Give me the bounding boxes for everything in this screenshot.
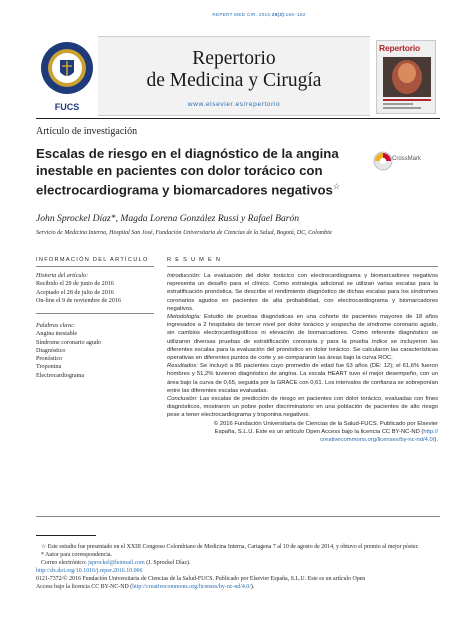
license-line2: España, S.L.U. Este es un artículo Open Access bajo la licencia CC BY-NC-ND ( (214, 428, 424, 435)
info-divider (36, 313, 154, 314)
article-title (36, 146, 366, 199)
open-access-line (36, 583, 440, 591)
title-line2: inestable en pacientes con dolor torácico con (36, 162, 323, 178)
email-prefix: Correo electrónico: (41, 560, 89, 567)
abstract-body (167, 272, 438, 444)
license-link-start[interactable]: http:// (423, 428, 438, 435)
footnotes (36, 543, 440, 592)
license-link[interactable]: creativecommons.org/licenses/by-nc-nd/4.0/ (320, 437, 435, 444)
title-footnote-mark: ☆ (332, 182, 341, 191)
citation-pages: :156–162 (284, 12, 306, 17)
abstract-rule (167, 266, 438, 267)
title-line1: Escalas de riesgo en el diagnóstico de la angina (36, 146, 339, 161)
oa-suffix: ). (250, 584, 255, 591)
abstract-results (167, 362, 438, 395)
intro-text: La evaluación del dolor torácico con electrocardiograma y biomarcadores negativos representa un desafío para el clínico. Como estrategia adicional se utilizan varias escalas para la estratificación pronóstica. Se describe el rendimiento diagnóstico de dichas escalas para los síndromes coronarios agudos en pacientes de alta probabilidad, con electrocardiograma y biomarcadores negativos. (167, 273, 438, 312)
license-line1: © 2016 Fundación Universitaria de Ciencias de la Salud-FUCS. Publicado por Elsevier (213, 420, 438, 427)
journal-citation (188, 12, 330, 17)
header-rule (36, 118, 440, 119)
keyword-item: Diagnóstico (36, 347, 66, 354)
keywords-label: Palabras clave: (36, 323, 75, 329)
footnote-rule (36, 535, 96, 536)
abstract-conclusion (167, 395, 438, 420)
history-label: Historia del artículo: (36, 273, 89, 279)
citation-volume: 25(3) (271, 12, 285, 17)
footnote-correspondence: * Autor para correspondencia. (41, 552, 112, 559)
issn-line: 0121-7372/© 2016 Fundación Universitaria de Ciencias de la Salud-FUCS. Publicado por Elsevier España, S.L.U. Este es un artículo Open (36, 576, 366, 583)
crossmark-label: CrossMark (392, 156, 422, 162)
history-accepted: Aceptado el 28 de julio de 2016 (36, 289, 114, 296)
cover-anatomy-image (377, 41, 436, 114)
keyword-item: Pronóstico (36, 356, 63, 363)
oa-prefix: Access bajo la licencia CC BY-NC-ND ( (36, 584, 133, 591)
license-close: ). (434, 437, 438, 444)
keyword-item: Troponina (36, 364, 62, 371)
journal-title-line1: Repertorio (192, 48, 276, 69)
history-online: On-line el 9 de noviembre de 2016 (36, 297, 121, 304)
results-text: Se incluyó a 86 pacientes cuyo promedio de edad fue 63 años (DE: 12); el 61,6% fueron hombres y 51,2% tuvieron diagnóstico de angina. La escala HEART tuvo el mejor desempeño, con un área bajo la curva de 0,65, seguida por la GRACE con 0,61. Los intervalos de confianza se sobreponían entre las diferentes escalas evaluadas. (167, 363, 438, 394)
article-info-heading: INFORMACIÓN DEL ARTÍCULO (36, 257, 149, 263)
journal-url[interactable]: www.elsevier.es/repertorio (187, 101, 281, 108)
keywords-block (36, 322, 101, 380)
article-info-rule (36, 266, 154, 267)
abstract-bottom-rule (36, 516, 440, 517)
history-received: Recibido el 29 de junio de 2016 (36, 281, 114, 288)
journal-masthead (36, 36, 440, 116)
logo-label: FUCS (54, 102, 80, 112)
article-history (36, 272, 121, 305)
footnote-email (36, 559, 440, 567)
abstract-methodology (167, 313, 438, 362)
citation-prefix: REPERT MED CIR. 2016; (212, 12, 272, 17)
method-label: Metodología: (167, 314, 201, 321)
abstract-license (167, 420, 438, 445)
email-suffix: (J. Sprockel Díaz). (144, 560, 191, 567)
abstract-introduction (167, 272, 438, 313)
abstract-heading: R E S U M E N (167, 257, 222, 263)
fucs-seal-logo (36, 40, 101, 114)
conclusion-label: Conclusión: (167, 396, 198, 403)
author-list: John Sprockel Díaz*, Magda Lorena González Russi y Rafael Barón (36, 213, 300, 224)
method-text: Estudio de pruebas diagnósticas en una cohorte de pacientes mayores de 18 años ingresados a 2 hospitales de tercer nivel por dolor torácico y sospecha de síndrome coronario agudo, sin cambios electrocardiográficos ni elevación de biomarcadores. Como referente diagnóstico se utilizaron diversas pruebas de estratificación coronaria y para la prueba índice se incluyeron las diferentes escalas para la evaluación del pronóstico en dolor torácico. Se calcularon las características operativas en diferentes puntos de corte y se compararon las áreas bajo la curva ROC. (167, 314, 438, 362)
oa-license-link[interactable]: http://creativecommons.org/licenses/by-nc-nd/4.0/ (132, 584, 251, 591)
journal-title-line2: de Medicina y Cirugía (146, 70, 322, 91)
conclusion-text: Las escalas de predicción de riesgo en pacientes con dolor torácico, evaluadas con fines diagnósticos, mostraron un pobre poder discriminatorio en una población de pacientes de alto riesgo pese a tener electrocardiograma y troponina negativos. (167, 396, 438, 419)
doi-link[interactable]: http://dx.doi.org/10.1016/j.reper.2016.10.006 (36, 568, 143, 575)
keyword-item: Angina inestable (36, 331, 78, 338)
journal-title (98, 48, 370, 92)
author-affiliation: Servicio de Medicina Interna, Hospital San José, Fundación Universitaria de Ciencias de la Salud, Bogotá, DC, Colombia (36, 230, 332, 236)
masthead-band (98, 36, 370, 116)
title-line3: electrocardiograma y biomarcadores negativos (36, 182, 333, 198)
cover-title: Repertorio (379, 43, 420, 53)
keyword-item: Síndrome coronario agudo (36, 339, 101, 346)
journal-cover-thumbnail (376, 40, 436, 114)
intro-label: Introducción: (167, 273, 201, 279)
results-label: Resultados: (167, 363, 198, 370)
email-link[interactable]: jsprockel@hotmail.com (88, 560, 145, 567)
footnote-presentation: ☆ Este estudio fue presentado en el XXIII Congreso Colombiano de Medicina Interna, Cartagena 7 al 10 de agosto de 2014, y obtuvo el premio al mejor póster. (41, 544, 419, 550)
keyword-item: Electrocardiograma (36, 372, 85, 379)
article-type: Artículo de investigación (36, 126, 138, 137)
